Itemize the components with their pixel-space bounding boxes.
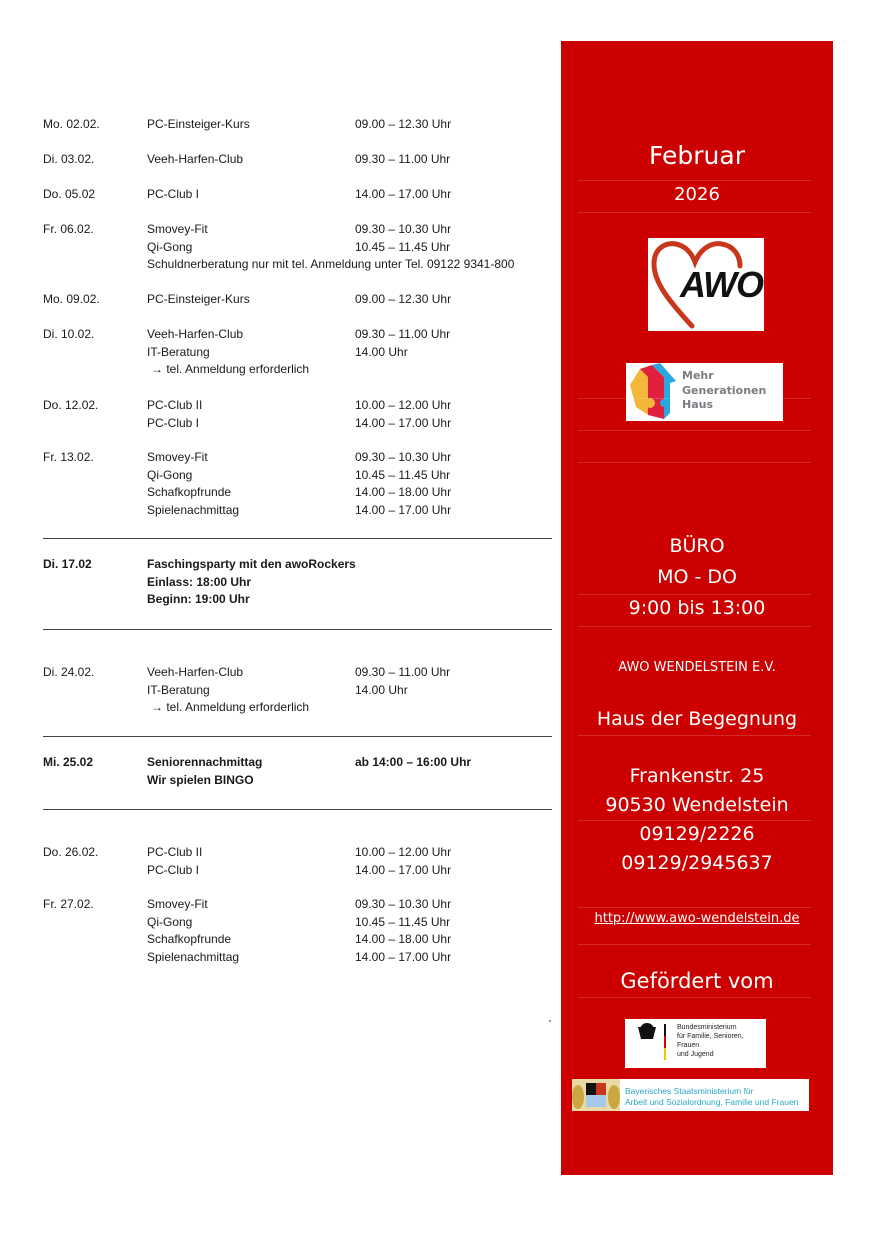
sidebar-divider <box>578 907 811 908</box>
event-row <box>147 914 567 932</box>
event-title: Veeh-Harfen-Club <box>147 665 244 679</box>
day-date: Fr. 27.02. <box>43 897 94 911</box>
event-title: Beginn: 19:00 Uhr <box>147 592 250 606</box>
event-time: 09.30 – 11.00 Uhr <box>355 327 451 341</box>
event-row <box>147 221 567 239</box>
address-city: 90530 Wendelstein <box>605 794 789 816</box>
event-row <box>147 862 567 880</box>
event-title: Schafkopfrunde <box>147 485 232 499</box>
day-events <box>147 664 567 717</box>
event-title: → tel. Anmeldung erforderlich <box>151 700 310 714</box>
event-time: 14.00 Uhr <box>355 344 408 359</box>
event-time: 09.30 – 10.30 Uhr <box>355 222 452 236</box>
funded-by-heading: Gefördert vom <box>620 969 774 993</box>
sidebar-divider <box>578 626 811 627</box>
day-events <box>147 291 567 309</box>
event-title: Smovey-Fit <box>147 222 208 236</box>
sidebar-divider <box>578 430 811 431</box>
awo-logo <box>648 238 764 331</box>
event-row <box>147 326 567 344</box>
event-time: 09.30 – 11.00 Uhr <box>355 665 451 679</box>
event-title: Smovey-Fit <box>147 897 208 911</box>
puzzle-house-icon <box>626 363 680 421</box>
event-time: 09.00 – 12.30 Uhr <box>355 292 452 306</box>
day-date: Fr. 06.02. <box>43 222 94 236</box>
day-date: Di. 03.02. <box>43 152 95 166</box>
event-row <box>147 344 567 362</box>
day-events <box>147 397 567 432</box>
month-heading: Februar <box>649 141 745 170</box>
event-time: 14.00 – 17.00 Uhr <box>355 949 452 964</box>
event-title: Seniorennachmittag <box>147 755 263 769</box>
event-time: 09.30 – 11.00 Uhr <box>355 152 451 166</box>
federal-ministry-logo <box>625 1019 766 1068</box>
event-row <box>147 502 567 520</box>
event-title: Faschingsparty mit den awoRockers <box>147 557 356 571</box>
event-time: 09.00 – 12.30 Uhr <box>355 117 452 131</box>
event-row <box>147 556 567 574</box>
office-hours: 9:00 bis 13:00 <box>628 597 766 619</box>
phone-2: 09129/2945637 <box>621 852 773 874</box>
event-title: PC-Club II <box>147 845 203 859</box>
sidebar-divider <box>578 594 811 595</box>
sidebar-divider <box>578 820 811 821</box>
event-time: 14.00 Uhr <box>355 682 408 697</box>
mgh-logo-text: Mehr Generationen Haus <box>682 369 767 411</box>
website-link[interactable]: http://www.awo-wendelstein.de <box>594 911 800 926</box>
event-title: IT-Beratung <box>147 682 210 697</box>
day-date: Do. 26.02. <box>43 845 99 859</box>
bavarian-ministry-text: Bayerisches Staatsministerium für Arbeit und Sozialordnung, Familie und Frauen <box>625 1086 799 1107</box>
event-row <box>147 931 567 949</box>
day-date: Di. 10.02. <box>43 327 95 341</box>
event-row <box>147 591 567 609</box>
office-label: BÜRO <box>669 535 725 557</box>
event-time: 09.30 – 10.30 Uhr <box>355 897 452 911</box>
day-date: Fr. 13.02. <box>43 450 94 464</box>
event-time: 10.00 – 12.00 Uhr <box>355 398 452 412</box>
event-row <box>147 467 567 485</box>
sidebar-divider <box>578 398 811 399</box>
event-row <box>147 186 567 204</box>
event-title: Schafkopfrunde <box>147 932 232 946</box>
event-title: → tel. Anmeldung erforderlich <box>151 362 310 376</box>
day-date: Mo. 09.02. <box>43 292 100 306</box>
sidebar-divider <box>578 212 811 213</box>
sidebar-divider <box>578 735 811 736</box>
day-events <box>147 186 567 204</box>
event-title: Spielenachmittag <box>147 949 240 964</box>
mehrgenerationenhaus-logo <box>626 363 783 421</box>
event-row <box>147 449 567 467</box>
event-title: Qi-Gong <box>147 239 193 254</box>
event-row <box>147 754 567 772</box>
section-divider <box>43 538 552 539</box>
event-title: PC-Club II <box>147 398 203 412</box>
event-time: 10.45 – 11.45 Uhr <box>355 239 451 254</box>
day-date: Mo. 02.02. <box>43 117 100 131</box>
section-divider <box>43 629 552 630</box>
event-row <box>147 291 567 309</box>
event-time: 14.00 – 17.00 Uhr <box>355 415 452 430</box>
office-days: MO - DO <box>657 566 737 588</box>
day-events <box>147 326 567 379</box>
event-row <box>147 256 567 274</box>
address-street: Frankenstr. 25 <box>629 765 765 787</box>
event-title: Qi-Gong <box>147 914 193 929</box>
sidebar-divider <box>578 180 811 181</box>
event-title: PC-Einsteiger-Kurs <box>147 117 250 131</box>
event-title: Einlass: 18:00 Uhr <box>147 574 252 589</box>
section-divider <box>43 809 552 810</box>
event-time: 14.00 – 17.00 Uhr <box>355 862 452 877</box>
year-heading: 2026 <box>674 184 720 205</box>
event-row <box>147 116 567 134</box>
event-title: IT-Beratung <box>147 344 210 359</box>
event-time: 14.00 – 18.00 Uhr <box>355 485 452 499</box>
federal-eagle-icon <box>625 1019 675 1068</box>
day-events <box>147 449 567 519</box>
event-row <box>147 844 567 862</box>
event-row <box>147 682 567 700</box>
day-events <box>147 151 567 169</box>
federal-ministry-text: Bundesministerium für Familie, Senioren, Frauen und Jugend <box>677 1024 744 1058</box>
event-time: 10.45 – 11.45 Uhr <box>355 914 451 929</box>
info-sidebar <box>561 41 833 1175</box>
organization-name: AWO WENDELSTEIN E.V. <box>618 660 776 675</box>
event-time: ab 14:00 – 16:00 Uhr <box>355 755 472 769</box>
event-row <box>147 415 567 433</box>
day-date: Do. 05.02 <box>43 187 96 201</box>
event-row <box>147 151 567 169</box>
sidebar-divider <box>578 997 811 998</box>
day-date: Do. 12.02. <box>43 398 99 412</box>
event-title: Smovey-Fit <box>147 450 208 464</box>
event-time: 14.00 – 17.00 Uhr <box>355 502 452 517</box>
event-row <box>147 664 567 682</box>
event-title: PC-Club I <box>147 862 200 877</box>
event-row <box>147 397 567 415</box>
event-title: Veeh-Harfen-Club <box>147 327 244 341</box>
event-title: Veeh-Harfen-Club <box>147 152 244 166</box>
section-divider <box>43 736 552 737</box>
day-events <box>147 116 567 134</box>
event-title: PC-Club I <box>147 187 200 201</box>
sidebar-divider <box>578 462 811 463</box>
event-time: 14.00 – 18.00 Uhr <box>355 932 452 946</box>
day-events <box>147 221 567 274</box>
event-title: Spielenachmittag <box>147 502 240 517</box>
phone-1: 09129/2226 <box>639 823 755 845</box>
event-time: 09.30 – 10.30 Uhr <box>355 450 452 464</box>
event-row <box>147 484 567 502</box>
event-title: Qi-Gong <box>147 467 193 482</box>
event-note <box>147 699 567 717</box>
day-events <box>147 844 567 879</box>
day-events <box>147 896 567 966</box>
day-events <box>147 556 567 609</box>
sidebar-divider <box>578 944 811 945</box>
day-date: Mi. 25.02 <box>43 755 94 769</box>
event-time: 14.00 – 17.00 Uhr <box>355 187 452 201</box>
event-row <box>147 772 567 790</box>
event-title: PC-Club I <box>147 415 200 430</box>
awo-logo-text: AWO <box>680 264 763 305</box>
event-row <box>147 896 567 914</box>
bavarian-ministry-logo <box>572 1079 809 1111</box>
event-title: Schuldnerberatung nur mit tel. Anmeldung unter Tel. 09122 9341-800 <box>147 257 515 271</box>
day-events <box>147 754 567 789</box>
event-row <box>147 574 567 592</box>
day-date: Di. 24.02. <box>43 665 95 679</box>
event-title: Wir spielen BINGO <box>147 772 254 787</box>
event-note <box>147 361 567 379</box>
house-name: Haus der Begegnung <box>596 708 798 730</box>
day-date: Di. 17.02 <box>43 557 92 571</box>
event-time: 10.00 – 12.00 Uhr <box>355 845 452 859</box>
event-time: 10.45 – 11.45 Uhr <box>355 467 451 482</box>
stray-mark <box>549 1020 551 1022</box>
event-title: PC-Einsteiger-Kurs <box>147 292 250 306</box>
bavarian-coat-of-arms-icon <box>572 1079 620 1111</box>
event-row <box>147 239 567 257</box>
event-row <box>147 949 567 967</box>
